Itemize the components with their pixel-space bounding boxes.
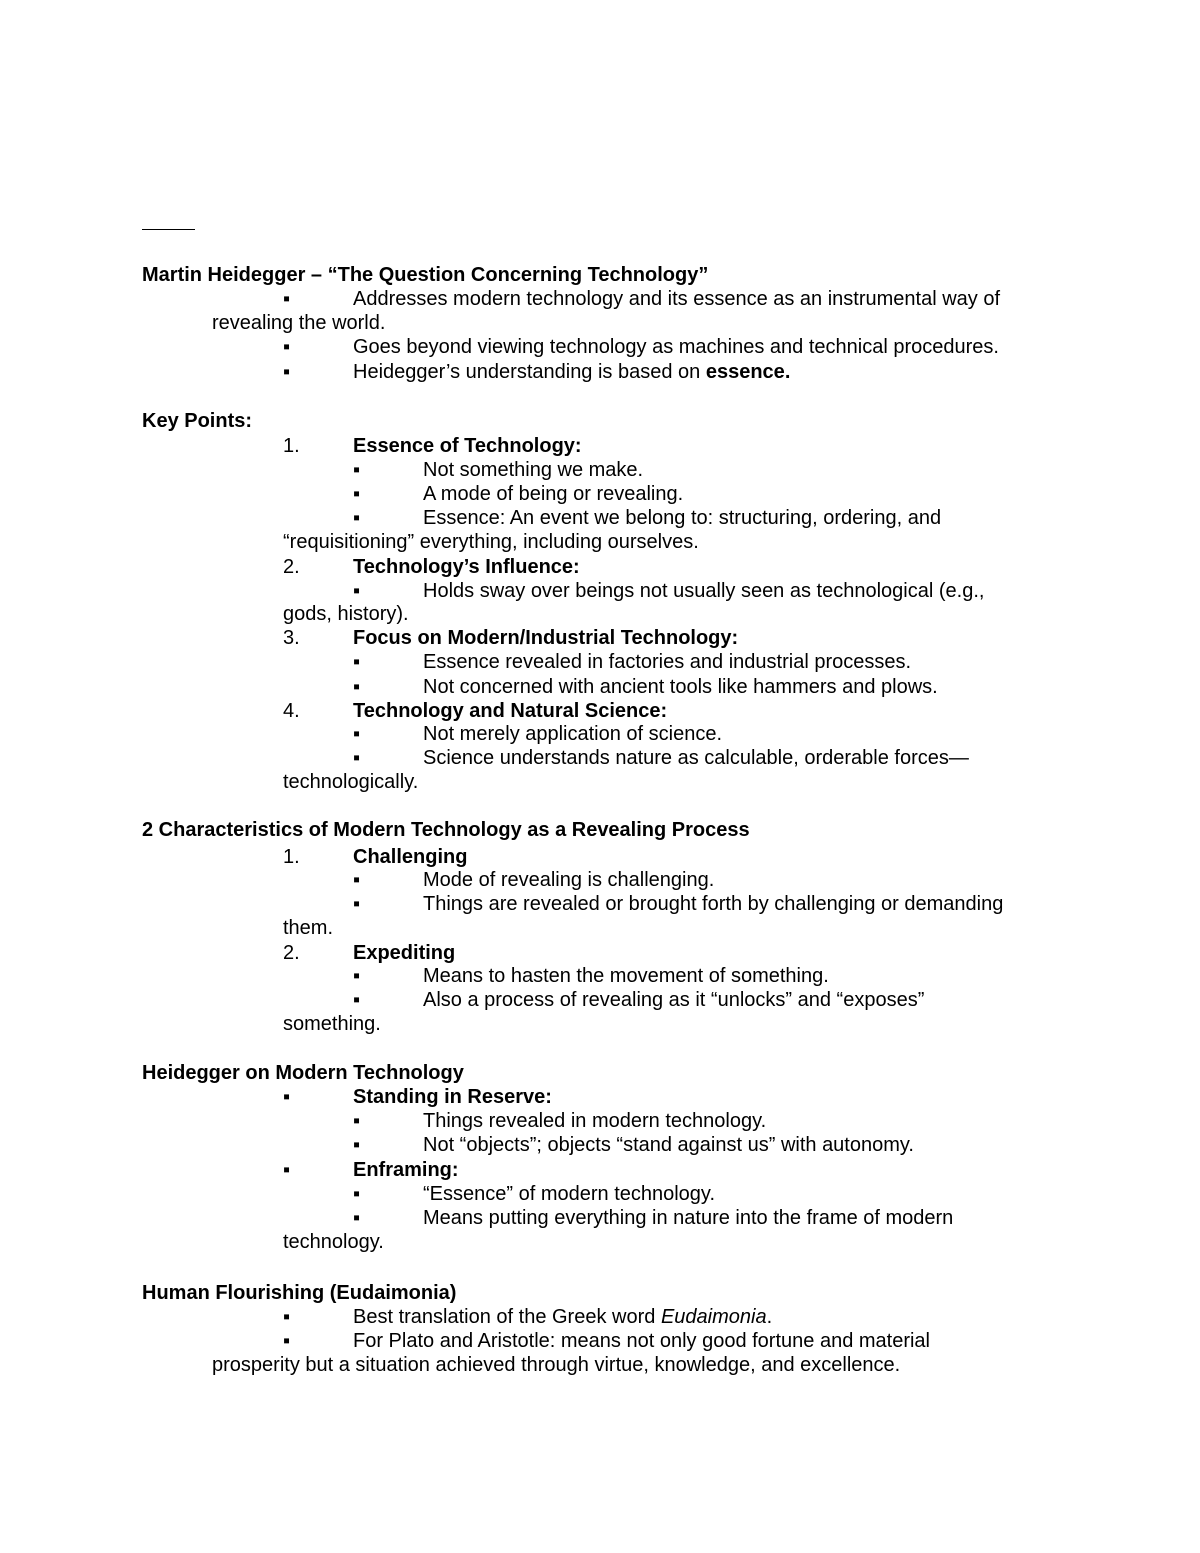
intro-bullet-3-bold: essence <box>705 361 785 383</box>
point-1-bullet-b: A mode of being or revealing. <box>423 483 684 505</box>
flourishing-bullet-1-text: Best translation of the Greek word <box>353 1306 661 1328</box>
characteristic-1-number: 1. <box>283 846 300 868</box>
intro-bullet-3-text: Heidegger’s understanding is based on <box>353 361 706 383</box>
point-1-number: 1. <box>283 435 300 457</box>
intro-bullet-1-line-1: Addresses modern technology and its essence as an instrumental way of <box>353 288 1001 310</box>
bullet-icon: ▪ <box>353 459 361 481</box>
point-3-number: 3. <box>283 627 300 649</box>
point-4-bullet-b-line-2: technologically. <box>283 771 419 793</box>
enframing-bullet-a: “Essence” of modern technology. <box>423 1183 716 1205</box>
characteristic-1-bullet-b-line-2: them. <box>283 917 334 939</box>
point-3-title: Focus on Modern/Industrial Technology: <box>353 627 739 649</box>
bullet-icon: ▪ <box>283 1330 291 1352</box>
bullet-icon: ▪ <box>283 361 291 383</box>
bullet-icon: ▪ <box>283 336 291 358</box>
bullet-icon: ▪ <box>353 1183 361 1205</box>
point-1-title: Essence of Technology: <box>353 435 582 457</box>
flourishing-title: Human Flourishing (Eudaimonia) <box>142 1282 457 1304</box>
point-2-number: 2. <box>283 556 300 578</box>
standing-in-reserve-title: Standing in Reserve: <box>353 1086 552 1108</box>
flourishing-bullet-1 <box>353 1305 772 1329</box>
enframing-title: Enframing: <box>353 1159 459 1181</box>
point-3-bullet-a: Essence revealed in factories and industrial processes. <box>423 651 912 673</box>
heidegger-title: Martin Heidegger – “The Question Concerning Technology” <box>142 264 709 286</box>
characteristic-2-bullet-b-line-1: Also a process of revealing as it “unlocks” and “exposes” <box>423 989 925 1011</box>
point-4-bullet-a: Not merely application of science. <box>423 723 723 745</box>
bullet-icon: ▪ <box>353 747 361 769</box>
bullet-icon: ▪ <box>353 676 361 698</box>
point-2-bullet-a-line-1: Holds sway over beings not usually seen as technological (e.g., <box>423 580 985 602</box>
point-4-title: Technology and Natural Science: <box>353 700 668 722</box>
flourishing-bullet-2-line-2: prosperity but a situation achieved through virtue, knowledge, and excellence. <box>212 1354 901 1376</box>
bullet-icon: ▪ <box>353 965 361 987</box>
intro-bullet-3-period: . <box>784 361 791 383</box>
modern-tech-title: Heidegger on Modern Technology <box>142 1062 464 1084</box>
bullet-icon: ▪ <box>353 1134 361 1156</box>
enframing-bullet-b-line-1: Means putting everything in nature into the frame of modern <box>423 1207 954 1229</box>
characteristics-title: 2 Characteristics of Modern Technology as a Revealing Process <box>142 819 750 841</box>
bullet-icon: ▪ <box>283 1306 291 1328</box>
key-points-title: Key Points: <box>142 410 253 432</box>
bullet-icon: ▪ <box>353 651 361 673</box>
characteristic-2-bullet-a: Means to hasten the movement of something. <box>423 965 829 987</box>
top-rule <box>142 229 195 230</box>
point-1-bullet-c-line-2: “requisitioning” everything, including ourselves. <box>283 531 699 553</box>
characteristic-1-title: Challenging <box>353 846 468 868</box>
enframing-bullet-b-line-2: technology. <box>283 1231 384 1253</box>
point-4-bullet-b-line-1: Science understands nature as calculable, orderable forces— <box>423 747 969 769</box>
characteristic-2-title: Expediting <box>353 942 456 964</box>
point-2-title: Technology’s Influence: <box>353 556 580 578</box>
point-3-bullet-b: Not concerned with ancient tools like hammers and plows. <box>423 676 938 698</box>
standing-in-reserve-bullet-b: Not “objects”; objects “stand against us” with autonomy. <box>423 1134 914 1156</box>
point-1-bullet-a: Not something we make. <box>423 459 644 481</box>
bullet-icon: ▪ <box>353 1207 361 1229</box>
intro-bullet-1-line-2: revealing the world. <box>212 312 386 334</box>
point-4-number: 4. <box>283 700 300 722</box>
bullet-icon: ▪ <box>353 580 361 602</box>
flourishing-bullet-1-period: . <box>766 1306 773 1328</box>
flourishing-bullet-2-line-1: For Plato and Aristotle: means not only good fortune and material <box>353 1330 931 1352</box>
bullet-icon: ▪ <box>353 1110 361 1132</box>
bullet-icon: ▪ <box>283 1159 291 1181</box>
characteristic-2-number: 2. <box>283 942 300 964</box>
bullet-icon: ▪ <box>353 989 361 1011</box>
point-2-bullet-a-line-2: gods, history). <box>283 603 409 625</box>
point-1-bullet-c-line-1: Essence: An event we belong to: structuring, ordering, and <box>423 507 942 529</box>
intro-bullet-3 <box>353 360 790 384</box>
bullet-icon: ▪ <box>353 507 361 529</box>
bullet-icon: ▪ <box>283 288 291 310</box>
characteristic-2-bullet-b-line-2: something. <box>283 1013 381 1035</box>
bullet-icon: ▪ <box>283 1086 291 1108</box>
bullet-icon: ▪ <box>353 893 361 915</box>
bullet-icon: ▪ <box>353 869 361 891</box>
bullet-icon: ▪ <box>353 723 361 745</box>
flourishing-bullet-1-italic: Eudaimonia <box>660 1306 767 1328</box>
bullet-icon: ▪ <box>353 483 361 505</box>
standing-in-reserve-bullet-a: Things revealed in modern technology. <box>423 1110 767 1132</box>
characteristic-1-bullet-b-line-1: Things are revealed or brought forth by challenging or demanding <box>423 893 1004 915</box>
intro-bullet-2: Goes beyond viewing technology as machines and technical procedures. <box>353 336 999 358</box>
characteristic-1-bullet-a: Mode of revealing is challenging. <box>423 869 715 891</box>
